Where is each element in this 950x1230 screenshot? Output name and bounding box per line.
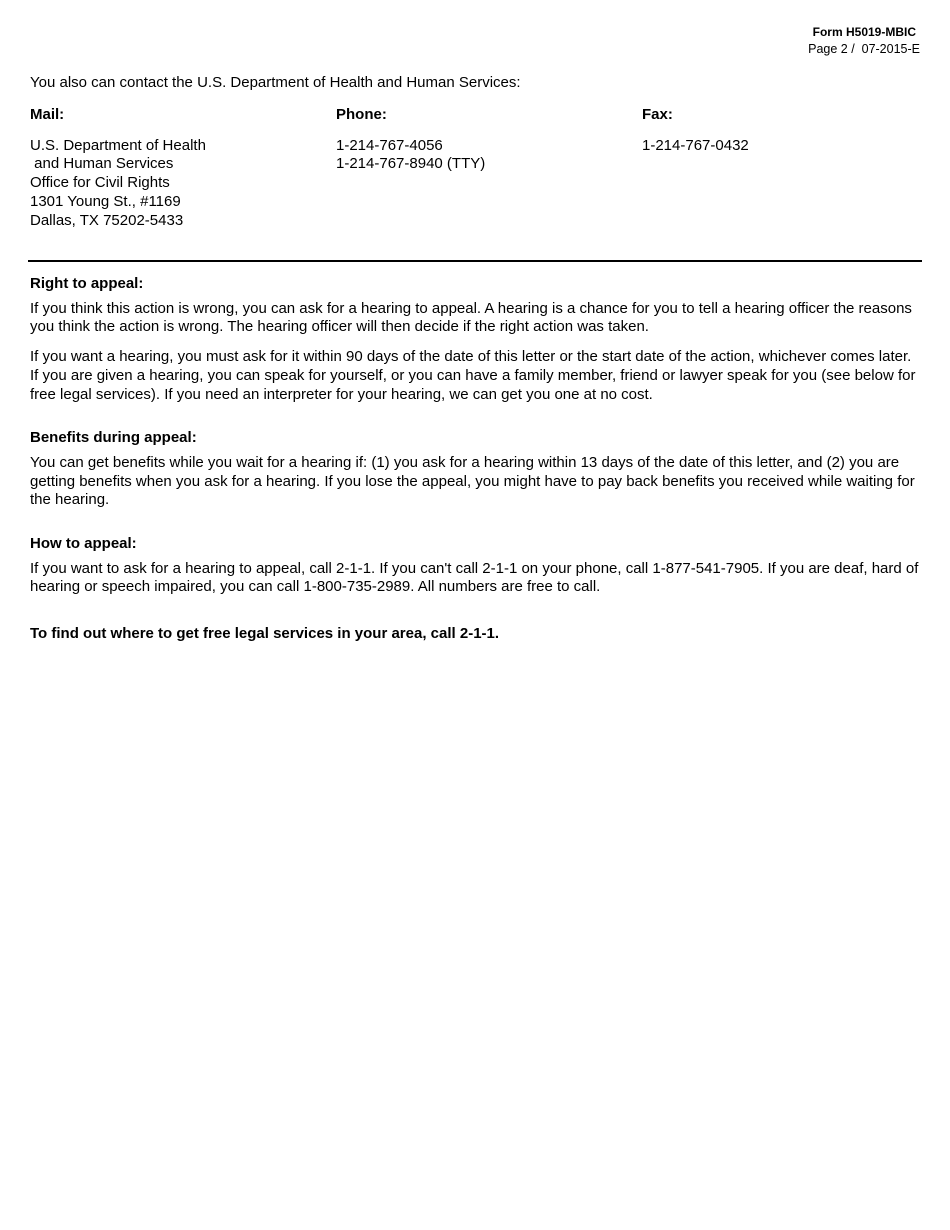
right-to-appeal-paragraph: If you think this action is wrong, you can ask for a hearing to appeal. A hearing is a chance for you to tell a hearing officer the reasons you think the action is wrong. The hearing officer will then decide if the right action was taken. (30, 299, 912, 336)
right-to-appeal-paragraph: If you want a hearing, you must ask for it within 90 days of the date of this letter or the start date of the action, whichever comes later. If you are given a hearing, you can speak for yourself, or you can have a family member, friend or lawyer speak for you (see below for free legal services). If you need an interpreter for your hearing, we can get you one at no cost. (30, 348, 916, 403)
benefits-during-appeal-paragraph: You can get benefits while you wait for a hearing if: (1) you ask for a hearing within 13 days of the date of this letter, and (2) you are getting benefits when you ask for a hearing. If you lose the appeal, you might have to pay back benefits you received while waiting for the hearing. (30, 453, 915, 509)
phone-column (336, 106, 485, 174)
spacer (30, 608, 922, 622)
mail-line: and Human Services (30, 155, 174, 173)
mail-line: Dallas, TX 75202-5433 (30, 211, 184, 229)
phone-number-tty: 1-214-767-8940 (TTY) (336, 155, 486, 173)
benefits-during-appeal-heading: Benefits during appeal: (30, 429, 197, 447)
phone-heading: Phone: (336, 106, 387, 123)
spacer (30, 521, 922, 535)
how-to-appeal-paragraph: If you want to ask for a hearing to appeal, call 2-1-1. If you can't call 2-1-1 on your phone, call 1-877-541-7905. If you are deaf, hard of hearing or speech impaired, you can call 1-800-735-2989. All numbers are free to call. (30, 559, 919, 596)
mail-line: 1301 Young St., #1169 (30, 192, 181, 210)
fax-heading: Fax: (642, 106, 673, 123)
phone-number: 1-214-767-4056 (336, 136, 443, 154)
section-divider (28, 260, 922, 262)
spacer (30, 415, 922, 429)
appeal-info (30, 275, 922, 644)
mail-heading: Mail: (30, 106, 65, 123)
right-to-appeal-heading: Right to appeal: (30, 275, 144, 292)
mail-line: Office for Civil Rights (30, 174, 170, 192)
mail-line: U.S. Department of Health (30, 136, 206, 154)
form-id: Form H5019-MBIC (812, 25, 916, 39)
mail-column (30, 106, 206, 230)
intro-text: You also can contact the U.S. Department of Health and Human Services: (30, 74, 521, 91)
legal-services-note: To find out where to get free legal services in your area, call 2-1-1. (30, 625, 500, 643)
how-to-appeal-heading: How to appeal: (30, 535, 137, 553)
fax-column (642, 106, 749, 155)
fax-number: 1-214-767-0432 (642, 136, 749, 154)
page-info: Page 2 / 07-2015-E (808, 42, 920, 56)
